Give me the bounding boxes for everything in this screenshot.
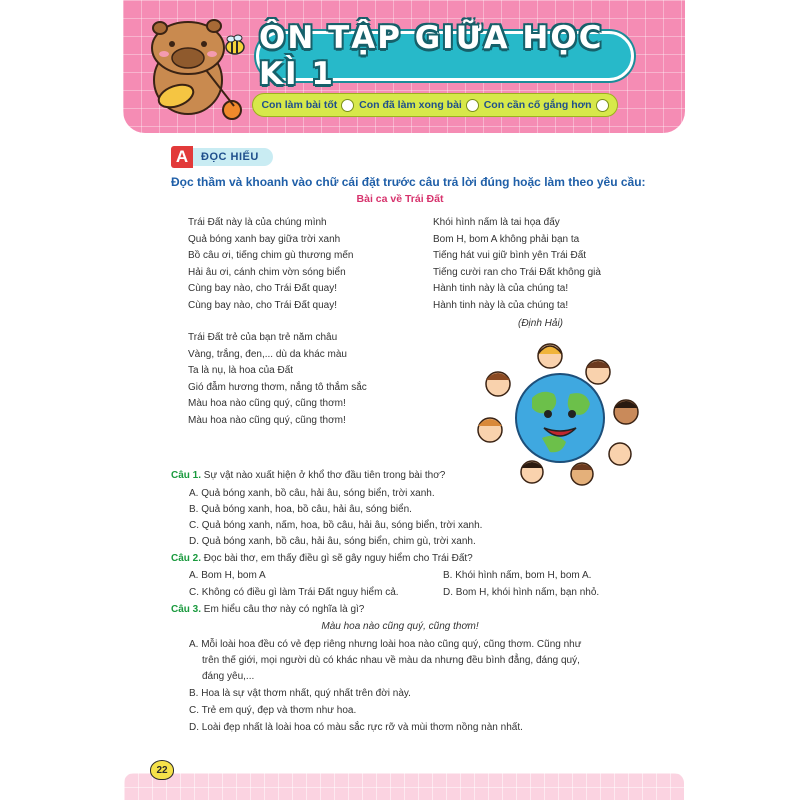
question-label: Câu 3. bbox=[171, 604, 202, 615]
answer-option[interactable]: D. Bom H, khói hình nấm, bạn nhỏ. bbox=[443, 587, 600, 598]
poem-stanza-2 bbox=[188, 330, 367, 429]
question-1 bbox=[171, 470, 445, 481]
poem-line: Màu hoa nào cũng quý, cũng thơm! bbox=[188, 398, 346, 409]
footer-band bbox=[124, 773, 684, 800]
poem-line: Màu hoa nào cũng quý, cũng thơm! bbox=[188, 414, 346, 426]
answer-option[interactable]: B. Hoa là sự vật thơm nhất, quý nhất trên đời này. bbox=[189, 688, 411, 699]
poem-line: Gió đẫm hương thơm, nắng tô thắm sắc bbox=[188, 381, 367, 393]
question-text: Sự vật nào xuất hiện ở khổ thơ đầu tiên trong bài thơ? bbox=[203, 470, 446, 481]
capybara-mascot-icon bbox=[136, 14, 254, 126]
answer-option[interactable]: D. Quả bóng xanh, bồ câu, hải âu, sóng biển, chim gù, trời xanh. bbox=[189, 536, 476, 547]
question-2 bbox=[171, 553, 473, 564]
page-title-bar bbox=[256, 20, 634, 92]
answer-option[interactable]: C. Không có điều gì làm Trái Đất nguy hiểm cả. bbox=[189, 587, 399, 598]
eval-checkbox[interactable] bbox=[341, 99, 354, 112]
question-label: Câu 1. bbox=[171, 470, 202, 481]
poem-stanza-3 bbox=[433, 215, 601, 314]
eval-label: Con đã làm xong bài bbox=[359, 99, 462, 111]
answer-option[interactable]: A. Quả bóng xanh, bồ câu, hải âu, sóng biển, trời xanh. bbox=[189, 488, 435, 499]
answer-option[interactable]: A. Bom H, bom A bbox=[189, 570, 266, 581]
poem-line: Trái Đất này là của chúng mình bbox=[188, 217, 327, 228]
section-letter: A bbox=[171, 146, 193, 168]
section-label: ĐỌC HIỂU bbox=[193, 148, 273, 166]
globe-children-illustration bbox=[470, 338, 648, 486]
poem-line: Hải âu ơi, cánh chim vờn sóng biển bbox=[188, 266, 346, 278]
poem-line: Tiếng hát vui giữ bình yên Trái Đất bbox=[433, 250, 587, 261]
poem-line: Trái Đất trẻ của bạn trẻ năm châu bbox=[188, 332, 338, 343]
eval-checkbox[interactable] bbox=[596, 99, 609, 112]
instruction-text: Đọc thầm và khoanh vào chữ cái đặt trước câu trả lời đúng hoặc làm theo yêu cầu: bbox=[171, 175, 646, 189]
answer-option-continued: đáng yêu,... bbox=[202, 671, 255, 682]
page-title: ÔN TẬP GIỮA HỌC KÌ 1 bbox=[259, 20, 604, 92]
question-text: Em hiểu câu thơ này có nghĩa là gì? bbox=[203, 604, 365, 615]
eval-label: Con cần cố gắng hơn bbox=[483, 99, 592, 111]
answer-option[interactable]: C. Quả bóng xanh, nấm, hoa, bồ câu, hải âu, sóng biển, trời xanh. bbox=[189, 520, 483, 531]
eval-option-done[interactable] bbox=[359, 99, 479, 112]
poem-author: (Định Hải) bbox=[518, 318, 564, 329]
eval-checkbox[interactable] bbox=[466, 99, 479, 112]
poem-line: Cùng bay nào, cho Trái Đất quay! bbox=[188, 299, 337, 311]
answer-option[interactable]: D. Loài đẹp nhất là loài hoa có màu sắc rực rỡ và mùi thơm nồng nàn nhất. bbox=[189, 722, 523, 733]
answer-option[interactable]: B. Khói hình nấm, bom H, bom A. bbox=[443, 570, 592, 581]
question-3 bbox=[171, 604, 364, 615]
eval-option-good[interactable] bbox=[261, 99, 354, 112]
eval-label: Con làm bài tốt bbox=[261, 99, 338, 111]
answer-option-continued: trên thế giới, mọi người dù có khác nhau về màu da nhưng đều bình đẳng, đáng quý, bbox=[202, 655, 580, 666]
poem-stanza-1 bbox=[188, 215, 353, 314]
poem-line: Tiếng cười ran cho Trái Đất không già bbox=[433, 266, 601, 278]
answer-option[interactable]: B. Quả bóng xanh, hoa, bồ câu, hải âu, sóng biển. bbox=[189, 504, 412, 515]
eval-option-try-harder[interactable] bbox=[484, 99, 609, 112]
poem-line: Khói hình nấm là tai họa đấy bbox=[433, 217, 560, 228]
question-text: Đọc bài thơ, em thấy điều gì sẽ gây nguy hiểm cho Trái Đất? bbox=[203, 553, 473, 564]
poem-line: Cùng bay nào, cho Trái Đất quay! bbox=[188, 283, 337, 294]
poem-line: Quả bóng xanh bay giữa trời xanh bbox=[188, 233, 341, 245]
page-number: 22 bbox=[150, 760, 174, 780]
poem-line: Ta là nụ, là hoa của Đất bbox=[188, 365, 294, 376]
question-label: Câu 2. bbox=[171, 553, 202, 564]
poem-line: Bom H, bom A không phải bạn ta bbox=[433, 233, 580, 245]
poem-line: Bồ câu ơi, tiếng chim gù thương mến bbox=[188, 250, 354, 261]
quoted-verse: Màu hoa nào cũng quý, cũng thơm! bbox=[321, 621, 479, 632]
poem-line: Hành tinh này là của chúng ta! bbox=[433, 299, 569, 311]
bee-icon bbox=[222, 34, 248, 56]
answer-option[interactable]: C. Trẻ em quý, đẹp và thơm như hoa. bbox=[189, 705, 357, 716]
answer-option[interactable]: A. Mỗi loài hoa đều có vẻ đẹp riêng nhưng loài hoa nào cũng quý, cũng thơm. Cũng như bbox=[189, 639, 582, 650]
poem-line: Hành tinh này là của chúng ta! bbox=[433, 283, 569, 294]
poem-title: Bài ca về Trái Đất bbox=[356, 193, 444, 205]
poem-line: Vàng, trắng, đen,... dù da khác màu bbox=[188, 348, 347, 360]
self-evaluation-bar bbox=[252, 93, 618, 117]
section-heading bbox=[171, 146, 273, 168]
